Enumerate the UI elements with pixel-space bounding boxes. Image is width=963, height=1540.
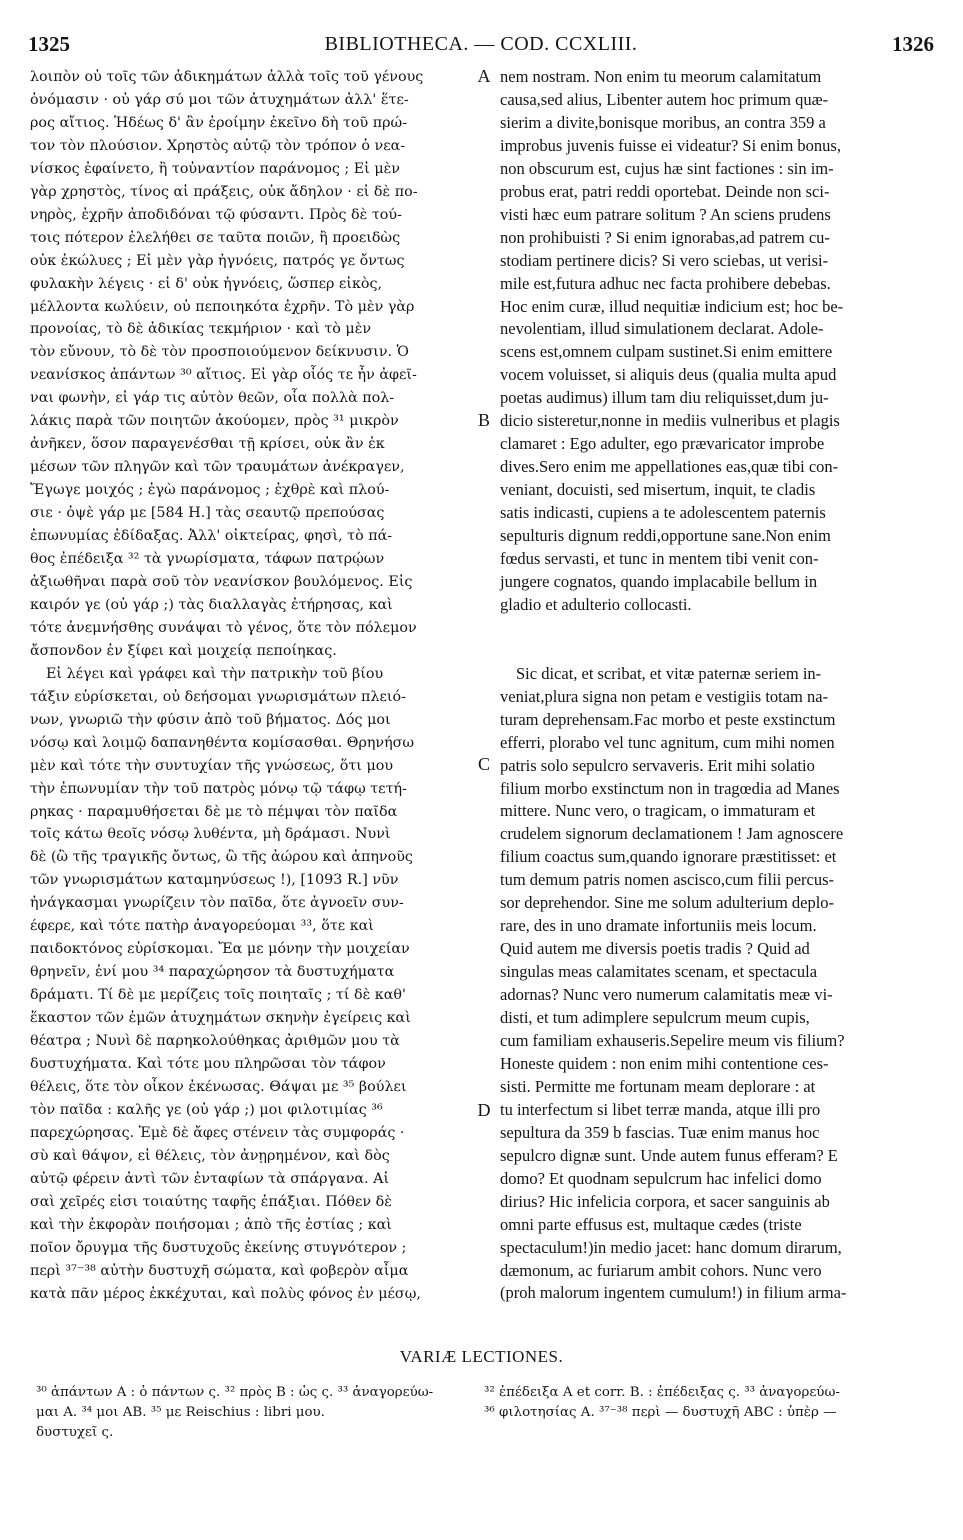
latin-column bbox=[500, 66, 934, 1305]
text-line: causa,sed alius, Libenter autem hoc primum quæ- bbox=[500, 89, 829, 109]
footnote-line: ³⁰ ἁπάντων A : ὁ πάντων ς. ³² πρὸς B : ὡς ς. ³³ ἀναγορεύω- bbox=[36, 1385, 434, 1400]
text-line: sepulcro dignæ sunt. Unde autem funus efferam? E bbox=[500, 1145, 838, 1165]
text-line: nem nostram. Non enim tu meorum calamitatum bbox=[500, 67, 822, 86]
text-line: mile est,futura adhuc nec facta prohibere debebas. bbox=[500, 273, 831, 293]
text-line: ποῖον ὄρυγμα τῆς δυστυχοῦς ἐκείνης στυγνότερον ; bbox=[30, 1239, 407, 1256]
text-line: λοιπὸν οὐ τοῖς τῶν ἀδικημάτων ἀλλὰ τοῖς τοῦ γένους bbox=[30, 69, 424, 85]
text-line: dirius? Hic infelicia corpora, et sacer sanguinis ab bbox=[500, 1191, 830, 1211]
footnote-line: ³² ἐπέδειξα A et corr. B. : ἐπέδειξας ς. ³³ ἀναγορεύω- bbox=[484, 1385, 840, 1400]
text-line: θος ἐπέδειξα ³² τὰ γνωρίσματα, τάφων πατρῴων bbox=[30, 551, 385, 568]
text-line: clamaret : Ego adulter, ego prævaricator improbe bbox=[500, 434, 825, 454]
text-line: θέλεις, ὅτε τὸν οἶκον ἐκένωσας. Θάψαι με ³⁵ βούλει bbox=[30, 1078, 407, 1095]
footnotes-left bbox=[36, 1383, 458, 1443]
text-line: stodiam pertinere dicis? Si vero sciebas, ut verisi- bbox=[500, 250, 829, 270]
text-line: disti, et tum adimplere sepulcrum meum cupis, bbox=[500, 1008, 810, 1028]
text-line: Quid autem me diversis poetis tradis ? Quid ad bbox=[500, 939, 810, 959]
text-line: σαὶ χεῖρές εἰσι τοιαύτης ταφῆς ἐπάξιαι. Πόθεν δὲ bbox=[30, 1193, 392, 1210]
text-line: gladio et adulterio collocasti. bbox=[500, 594, 692, 614]
text-line: δυστυχήματα. Καὶ τότε μου πληρῶσαι τὸν τάφον bbox=[30, 1055, 386, 1072]
text-line: νεανίσκος ἁπάντων ³⁰ αἴτιος. Εἰ γὰρ οἷός τε ἦν ἀφεῖ- bbox=[30, 367, 417, 384]
text-line: τὴν ἐπωνυμίαν τὴν τοῦ πατρὸς μόνῳ τῷ τάφῳ τετή- bbox=[30, 780, 407, 797]
text-line: singulas meas calamitates scenam, et spectacula bbox=[500, 962, 818, 982]
paragraph-gap bbox=[500, 640, 934, 663]
text-line: tu interfectum si libet terræ manda, atque illi pro bbox=[500, 1099, 821, 1119]
margin-letter-b: B bbox=[477, 410, 490, 430]
text-line: ἀξιωθῆναι παρὰ σοῦ τὸν νεανίσκον βουλόμενος. Εἰς bbox=[30, 573, 413, 590]
text-line: veniant, docuisti, sed misertum, inquit, te cladis bbox=[500, 480, 816, 500]
text-line: θρηνεῖν, ἐνί μου ³⁴ παραχώρησον τὰ δυστυχήματα bbox=[30, 964, 395, 981]
text-line: ἄσπονδον ἐν ξίφει καὶ μοιχείᾳ πεποίηκας. bbox=[30, 642, 337, 659]
text-line: mittere. Nunc vero, o tragicam, o immaturam et bbox=[500, 801, 816, 821]
margin-letter-c: C bbox=[477, 754, 490, 774]
text-line: μὲν καὶ τότε τὴν συντυχίαν τῆς γνώσεως, ὅτι μου bbox=[30, 757, 394, 774]
text-line: filium coactus sum,quando ignorare præstitisset: et bbox=[500, 847, 837, 867]
text-line: λάκις παρὰ τῶν ποιητῶν ἀκούομεν, πρὸς ³¹ μικρὸν bbox=[30, 413, 399, 430]
text-line: περὶ ³⁷⁻³⁸ αὐτὴν δυστυχῆ σώματα, καὶ φοβερὸν αἷμα bbox=[30, 1262, 409, 1279]
text-line: omni parte effusus est, multaque cædes (triste bbox=[500, 1214, 802, 1234]
text-line: veniat,plura signa non petam e vestigiis totam na- bbox=[500, 686, 829, 706]
text-line: dives.Sero enim me appellationes eas,quæ tibi con- bbox=[500, 457, 839, 477]
text-line: sepulturis dignum reddi,opportune sane.Non enim bbox=[500, 526, 831, 546]
text-line: ἀνῆκεν, ὅσον παραγενέσθαι τῇ κρίσει, οὐκ ἂν ἐκ bbox=[30, 436, 385, 453]
greek-column bbox=[30, 66, 466, 1305]
text-line: ἕκαστον τῶν ἐμῶν ἀτυχημάτων σκηνὴν ἐγείρεις καὶ bbox=[30, 1010, 411, 1027]
text-line: nevolentiam, illud simulationem declarat. Adole- bbox=[500, 319, 824, 339]
text-line: τοῖς κάτω θεοῖς νόσῳ λυθέντα, μὴ δράμασι. Νυνὶ bbox=[30, 826, 391, 843]
text-line: σὺ καὶ θάψον, εἰ θέλεις, τὸν ἀνῃρημένον, καὶ δὸς bbox=[30, 1147, 390, 1164]
text-line: vocem voluisset, si aliquis deus (qualia multa apud bbox=[500, 365, 837, 385]
text-line: probus erat, patri reddi oportebat. Deinde non sci- bbox=[500, 181, 830, 201]
margin-letter-d: D bbox=[477, 1100, 491, 1120]
text-line: jungere cognatos, quando implacabile bellum in bbox=[500, 571, 818, 591]
greek-paragraph-1 bbox=[30, 66, 466, 663]
footnote-line: μαι A. ³⁴ μοι AB. ³⁵ με Reischius : libri μου. bbox=[36, 1405, 325, 1420]
text-line: οὐκ ἐκώλυες ; Εἰ μὲν γὰρ ἠγνόεις, πατρός γε ὄντως bbox=[30, 252, 405, 269]
latin-paragraph-2 bbox=[500, 663, 934, 1306]
text-line: Ἔγωγε μοιχός ; ἐγὼ παράνομος ; ἐχθρὲ καὶ πλού- bbox=[30, 482, 390, 499]
text-line: τὸν παῖδα : καλῆς γε (οὐ γάρ ;) μοι φιλοτιμίας ³⁶ bbox=[30, 1101, 383, 1118]
text-line: sisti. Permitte me fortunam meam deplorare : at bbox=[500, 1076, 816, 1096]
text-line: φυλακὴν λέγεις · εἰ δ' οὐκ ἠγνόεις, ὥσπερ εἰκὸς, bbox=[30, 275, 383, 292]
text-line: ἐπωνυμίας ἐδίδαξας. Ἀλλ' οἰκτείρας, φησὶ, τὸ πά- bbox=[30, 528, 393, 545]
text-line: παρεχώρησας. Ἐμὲ δὲ ἄφες στένειν τὰς συμφοράς · bbox=[30, 1124, 405, 1141]
text-line: μέσων τῶν πληγῶν καὶ τῶν τραυμάτων ἀνέκραγεν, bbox=[30, 459, 405, 476]
text-line: προνοίας, τὸ δὲ ἀδικίας τεκμήριον · καὶ τὸ μὲν bbox=[30, 321, 372, 338]
text-line: κατὰ πᾶν μέρος ἐκκέχυται, καὶ πολὺς φόνος ἐν μέσῳ, bbox=[30, 1285, 421, 1302]
running-title: BIBLIOTHECA. — COD. CCXLIII. bbox=[324, 33, 638, 55]
text-line: tum demum patris nomen ascisco,cum filii percus- bbox=[500, 870, 835, 890]
text-line: Sic dicat, et scribat, et vitæ paternæ seriem in- bbox=[516, 663, 822, 683]
text-line: non prohibuisti ? Si enim ignorabas,ad patrem cu- bbox=[500, 227, 830, 247]
text-line: σιε · ὀψὲ γάρ με [584 Η.] τὰς σεαυτῷ πρεπούσας bbox=[30, 505, 385, 522]
text-line: ἠνάγκασμαι γνωρίζειν τὸν παῖδα, ὅτε ἀγνοεῖν συν- bbox=[30, 895, 404, 912]
text-line: θέατρα ; Νυνὶ δὲ παρηκολούθηκας ἀριθμῶν μου τὰ bbox=[30, 1033, 400, 1050]
variae-lectiones-title: VARIÆ LECTIONES. bbox=[399, 1347, 564, 1366]
text-line: sierim a divite,bonisque moribus, an contra 359 a bbox=[500, 112, 826, 132]
paragraph-gap bbox=[500, 617, 934, 640]
text-line: ναι φωνὴν, εἰ γάρ τις αὐτὸν θεῶν, οἷα πολλὰ πολ- bbox=[30, 390, 395, 407]
text-line: τῶν γνωρισμάτων καταμηνύσεως !), [1093 R.] νῦν bbox=[30, 872, 399, 889]
text-line: νηρὸς, ἐχρῆν ἀποδιδόναι τῷ φύσαντι. Πρὸς δὲ τού- bbox=[30, 206, 402, 223]
text-line: turam deprehensam.Fac morbo et peste exstinctum bbox=[500, 709, 836, 729]
text-line: satis indicasti, cupiens a te adolescentem paternis bbox=[500, 503, 826, 523]
footnote-line: ³⁶ φιλοτησίας A. ³⁷⁻³⁸ περὶ — δυστυχῆ ABC : ὑπὲρ — bbox=[484, 1405, 837, 1420]
text-line: domo? Et quodnam sepulcrum hac infelici domo bbox=[500, 1168, 822, 1188]
text-line: τον τὸν πλούσιον. Χρηστὸς αὐτῷ τὸν τρόπον ὁ νεα- bbox=[30, 137, 406, 154]
text-line: τότε ἀνεμνήσθης συνάψαι τὸ γένος, ὅτε τὸν πόλεμον bbox=[30, 619, 417, 636]
running-head bbox=[28, 30, 934, 60]
text-line: τοις πότερον ἐλελήθει σε ταῦτα ποιῶν, ἢ προειδὼς bbox=[30, 229, 401, 246]
text-line: non obscurum est, cujus hæ sint factiones : sin im- bbox=[500, 158, 834, 178]
text-line: cum familiam exhauseris.Sepelire meum vis filium? bbox=[500, 1031, 845, 1050]
text-line: καιρόν γε (οὐ γάρ ;) τὰς διαλλαγὰς ἐτήρησας, καὶ bbox=[30, 596, 393, 613]
text-line: filium morbo exstinctum non in tragœdia ad Manes bbox=[500, 778, 840, 798]
text-line: sor deprehendor. Sine me solum adulterium deplo- bbox=[500, 893, 835, 913]
page-number-right: 1326 bbox=[892, 32, 934, 56]
text-line: Honeste quidem : non enim mihi contentione ces- bbox=[500, 1053, 829, 1073]
text-line: τὸν εὔνουν, τὸ δὲ τὸν προσποιούμενον δείκνυσιν. Ὁ bbox=[30, 344, 409, 361]
text-line: visti hæc eum patrare solitum ? An sciens prudens bbox=[500, 204, 831, 224]
text-line: scens est,omnem culpam sustinet.Si enim emittere bbox=[500, 342, 833, 362]
footnote-line: δυστυχεῖ ς. bbox=[36, 1425, 114, 1440]
text-line: dæmonum, ac furiarum ambit cohors. Nunc vero bbox=[500, 1260, 822, 1280]
text-line: sepultura da 359 b fascias. Tuæ enim manus hoc bbox=[500, 1122, 820, 1142]
text-line: Hoc enim curæ, illud nequitiæ indicium est; hoc be- bbox=[500, 296, 844, 316]
text-line: rare, des in uno dramate infortuniis meis locum. bbox=[500, 916, 817, 936]
page-number-left: 1325 bbox=[28, 32, 70, 56]
text-line: spectaculum!)in medio jacet: hanc domum dirarum, bbox=[500, 1237, 842, 1257]
greek-paragraph-2 bbox=[30, 663, 466, 1306]
text-line: (proh malorum ingentem cumulum!) in filium arma- bbox=[500, 1283, 847, 1303]
text-line: adornas? Nunc vero numerum calamitatis meæ vi- bbox=[500, 985, 833, 1005]
text-line: efferri, plorabo vel tunc agnitum, cum mihi nomen bbox=[500, 732, 835, 752]
text-line: ρηκας · παραμυθήσεται δὲ με τὸ πέμψαι τὸν παῖδα bbox=[30, 803, 398, 820]
text-line: patris solo sepulcro servaveris. Erit mihi solatio bbox=[500, 755, 815, 775]
text-line: fœdus servasti, et tunc in mentem tibi venit con- bbox=[500, 549, 819, 569]
text-line: παιδοκτόνος εὑρίσκομαι. Ἔα με μόνην τὴν μοιχείαν bbox=[30, 941, 410, 958]
text-line: ρος αἴτιος. Ἡδέως δ' ἂν ἐροίμην ἐκεῖνο δὴ τοῦ πρώ- bbox=[30, 114, 408, 131]
text-line: αὐτῷ φέρειν ἀντὶ τῶν ἐνταφίων τὰ σπάργανα. Αἱ bbox=[30, 1170, 390, 1187]
margin-letter-a: A bbox=[477, 66, 491, 86]
text-line: ὀνόμασιν · οὐ γάρ σύ μοι τῶν ἀτυχημάτων ἀλλ' ἕτε- bbox=[30, 91, 409, 108]
text-line: έφερε, καὶ τότε πατὴρ ἀναγορεύομαι ³³, ὅτε καὶ bbox=[30, 918, 374, 935]
text-line: νίσκος ἐφαίνετο, ἢ τοὐναντίον παράνομος ; Εἰ μὲν bbox=[30, 160, 400, 177]
text-line: Εἰ λέγει καὶ γράφει καὶ τὴν πατρικὴν τοῦ βίου bbox=[46, 665, 384, 682]
latin-paragraph-1 bbox=[500, 66, 934, 617]
text-line: τάξιν εὑρίσκεται, οὐ δεήσομαι γνωρισμάτων πλειό- bbox=[30, 688, 406, 705]
text-line: dicio sisteretur,nonne in mediis vulneribus et plagis bbox=[500, 411, 840, 431]
text-line: poetas audimus) illum tam diu reliquisset,dum ju- bbox=[500, 388, 829, 408]
footnotes-right bbox=[484, 1383, 930, 1423]
text-line: δράματι. Τί δὲ με μερίζεις τοῖς ποιηταῖς ; τί δὲ καθ' bbox=[30, 987, 406, 1004]
text-line: improbus juvenis fuisse ei videatur? Si enim bonus, bbox=[500, 135, 841, 155]
text-line: καὶ τὴν ἐκφορὰν ποιήσομαι ; ἀπὸ τῆς ἑστίας ; καὶ bbox=[30, 1216, 392, 1233]
text-line: δὲ (ὢ τῆς τραγικῆς ὄντως, ὢ τῆς ἀώρου καὶ ἀπηνοῦς bbox=[30, 849, 413, 866]
text-line: μέλλοντα κωλύειν, οὐ πεποιηκότα ἐχρῆν. Τὸ μὲν γὰρ bbox=[30, 298, 415, 315]
text-line: γὰρ χρηστὸς, τίνος αἱ πράξεις, οὐκ ἄδηλον · εἰ δὲ πο- bbox=[30, 183, 418, 200]
text-line: νόσῳ καὶ λοιμῷ δαπανηθέντα κομίσασθαι. Θρηνήσω bbox=[30, 734, 415, 751]
text-line: crudelem signorum declamationem ! Jam agnoscere bbox=[500, 824, 844, 844]
text-line: νων, γνωριῶ τὴν φύσιν ἀπὸ τοῦ βήματος. Δός μοι bbox=[30, 711, 391, 728]
